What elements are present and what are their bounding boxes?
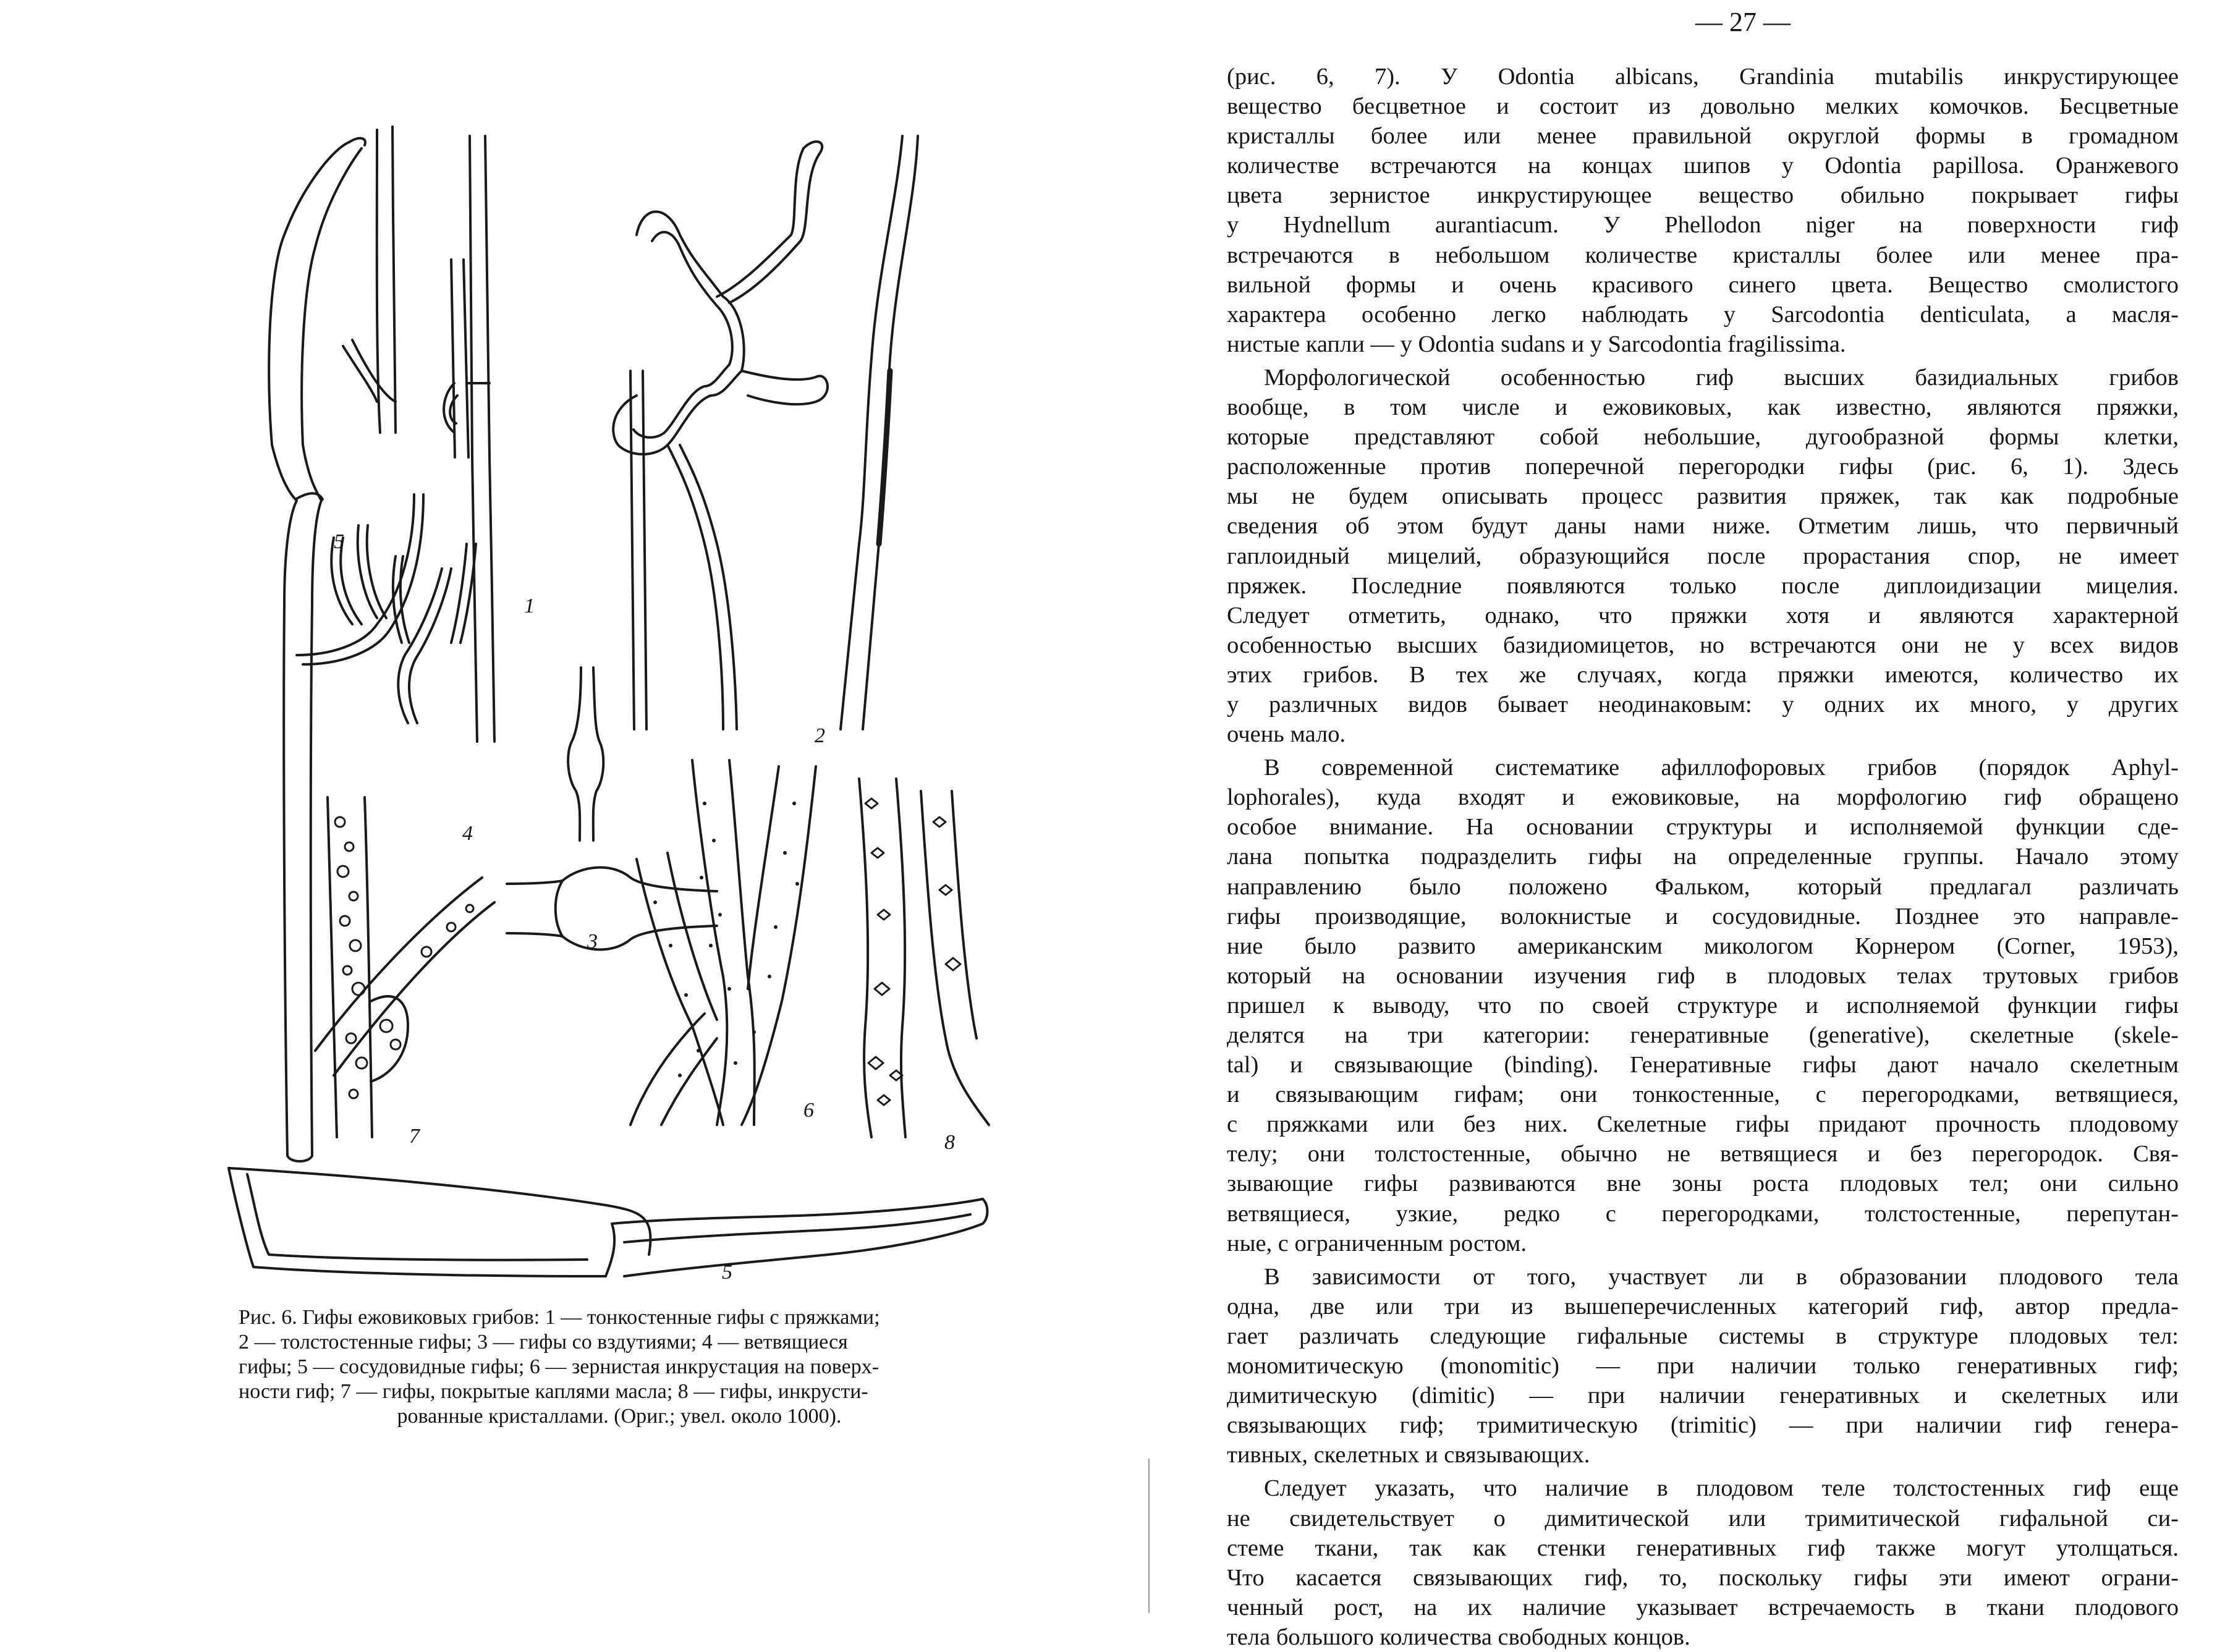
figure-label-8: 8: [944, 1131, 955, 1154]
drawing-4-branching-hyphae: [297, 494, 476, 723]
text-line: у Hydnellum aurantiacum. У Phellodon niger на поверхности гиф: [1227, 212, 2179, 239]
text-line: встречаются в небольшом количестве кристаллы более или менее пра-: [1227, 242, 2179, 268]
figure-caption: [239, 1305, 1000, 1429]
figure-label-3: 3: [587, 930, 598, 953]
text-line: гаплоидный мицелий, образующийся после прорастания спор, не имеет: [1227, 543, 2179, 569]
text-line: вещество бесцветное и состоит из довольно мелких комочков. Бесцветные: [1227, 93, 2179, 120]
text-line: Следует отметить, однако, что пряжки хотя и являются характерной: [1227, 602, 2179, 629]
figure-label-7: 7: [409, 1125, 420, 1148]
caption-line: рованные кристаллами. (Ориг.; увел. около 1000).: [397, 1405, 842, 1428]
text-line: очень мало.: [1227, 721, 1346, 748]
caption-line: ности гиф; 7 — гифы, покрытые каплями масла; 8 — гифы, инкрусти-: [239, 1380, 868, 1403]
text-line: лана попытка подразделить гифы на определенные группы. Начало этому: [1227, 844, 2179, 870]
text-line: lophorales), куда входят и ежовиковые, на морфологию гиф обращено: [1227, 784, 2179, 811]
text-line: особое внимание. На основании структуры и исполняемой функции сде-: [1227, 814, 2179, 841]
paragraph: [1227, 62, 2179, 359]
text-line: количестве встречаются на концах шипов у Odontia papillosa. Оранжевого: [1227, 153, 2179, 179]
paragraph: [1227, 1262, 2179, 1470]
drawing-3-swollen-hyphae: [507, 667, 717, 949]
text-line: особенностью высших базидиомицетов, но встречаются они не у всех видов: [1227, 632, 2179, 658]
text-line: Что касается связывающих гиф, то, поскольку гифы эти имеют ограни-: [1227, 1564, 2179, 1591]
caption-line: гифы; 5 — сосудовидные гифы; 6 — зернистая инкрустация на поверх-: [239, 1355, 879, 1378]
text-line: мы не будем описывать процесс развития пряжек, так как подробные: [1227, 483, 2179, 510]
text-line: с пряжками или без них. Скелетные гифы придают прочность плодовому: [1227, 1111, 2179, 1138]
text-line: ветвящиеся, узкие, редко с перегородками, толстостенные, перепутан-: [1227, 1200, 2179, 1227]
text-line: пряжек. Последние появляются только после диплоидизации мицелия.: [1227, 572, 2179, 599]
text-line: зывающие гифы развиваются вне зоны роста плодовых тел; они сильно: [1227, 1171, 2179, 1197]
text-line: вообще, в том числе и ежовиковых, как известно, являются пряжки,: [1227, 394, 2179, 421]
drawing-5-vessel-hypha-bottom: [229, 1168, 988, 1276]
drawing-6-granular-incrustation: [630, 760, 816, 1125]
drawing-8-crystal-incrusted-hyphae: [859, 779, 989, 1137]
figure-label-5-left: 5: [334, 530, 344, 553]
text-line: который на основании изучения гиф в плодовых телах трутовых грибов: [1227, 962, 2179, 989]
text-line: направлению было положено Фальком, который предлагал различать: [1227, 873, 2179, 900]
text-line: ние было развито американским микологом Корнером (Corner, 1953),: [1227, 933, 2179, 959]
text-line: гифы производящие, волокнистые и сосудовидные. Позднее это направле-: [1227, 903, 2179, 930]
text-line: одна, две или три из вышеперечисленных категорий гиф, автор предла-: [1227, 1293, 2179, 1319]
text-line: тела большого количества свободных концов.: [1227, 1624, 1690, 1650]
text-line: В зависимости от того, участвует ли в образовании плодового тела: [1264, 1263, 2179, 1290]
text-line: мономитическую (monomitic) — при наличии только генеративных гиф;: [1227, 1353, 2179, 1379]
text-line: цвета зернистое инкрустирующее вещество обильно покрывает гифы: [1227, 182, 2179, 209]
figure-label-2: 2: [815, 724, 825, 747]
text-line: пришел к выводу, что по своей структуре и исполняемой функции гифы: [1227, 992, 2179, 1019]
page-gutter-line: [1148, 1459, 1150, 1613]
text-line: не свидетельствует о димитической или тримитической гифальной си-: [1227, 1505, 2179, 1531]
text-line: Морфологической особенностью гиф высших базидиальных грибов: [1264, 364, 2179, 391]
caption-line: 2 — толстостенные гифы; 3 — гифы со вздутиями; 4 — ветвящиеся: [239, 1331, 848, 1353]
figure-label-1: 1: [524, 595, 535, 617]
text-line: этих грибов. В тех же случаях, когда пряжки имеются, количество их: [1227, 661, 2179, 688]
paragraph: [1227, 1473, 2179, 1652]
drawing-7-oil-droplet-hyphae: [315, 797, 494, 1137]
text-line: tal) и связывающие (binding). Генеративные гифы дают начало скелетным: [1227, 1052, 2179, 1078]
text-line: кристаллы более или менее правильной округлой формы в громадном: [1227, 123, 2179, 150]
text-line: которые представляют собой небольшие, дугообразной формы клетки,: [1227, 424, 2179, 451]
figure-hyphae-drawing: [210, 111, 1032, 1286]
drawing-2-thick-walled-hyphae: [613, 136, 918, 729]
body-text-column: [1227, 62, 2179, 1652]
figure-label-6: 6: [803, 1099, 814, 1122]
text-line: димитическую (dimitic) — при наличии генеративных и скелетных или: [1227, 1383, 2179, 1409]
text-line: сведения об этом будут даны нами ниже. Отметим лишь, что первичный: [1227, 513, 2179, 540]
text-line: стеме ткани, так как стенки генеративных гиф также могут утолщаться.: [1227, 1535, 2179, 1561]
text-line: ные, с ограниченным ростом.: [1227, 1230, 1527, 1256]
caption-line: Рис. 6. Гифы ежовиковых грибов: 1 — тонкостенные гифы с пряжками;: [239, 1306, 880, 1329]
text-line: характера особенно легко наблюдать у Sarcodontia denticulata, а масля-: [1227, 301, 2179, 328]
figure-label-5-bottom: 5: [722, 1261, 732, 1284]
text-line: у различных видов бывает неодинаковым: у одних их много, у других: [1227, 691, 2179, 718]
drawing-5-vessel-hypha-left: [269, 138, 365, 1161]
text-line: (рис. 6, 7). У Odontia albicans, Grandinia mutabilis инкрустирующее: [1227, 64, 2179, 90]
text-line: расположенные против поперечной перегородки гифы (рис. 6, 1). Здесь: [1227, 454, 2179, 480]
text-line: и связывающим гифам; они тонкостенные, с перегородками, ветвящиеся,: [1227, 1082, 2179, 1108]
text-line: связывающих гиф; тримитическую (trimitic) — при наличии гиф генера-: [1227, 1412, 2179, 1439]
text-line: В современной систематике афиллофоровых грибов (порядок Aphyl-: [1264, 755, 2179, 781]
text-line: тивных, скелетных и связывающих.: [1227, 1442, 1590, 1468]
paragraph: [1227, 753, 2179, 1258]
figure-label-4: 4: [462, 822, 473, 845]
text-line: телу; они толстостенные, обычно не ветвящиеся и без перегородок. Свя-: [1227, 1141, 2179, 1167]
text-line: ченный рост, на их наличие указывает встречаемость в ткани плодового: [1227, 1594, 2179, 1620]
text-line: Следует указать, что наличие в плодовом теле толстостенных гиф еще: [1264, 1475, 2179, 1502]
paragraph: [1227, 363, 2179, 749]
text-line: нистые капли — у Odontia sudans и у Sarcodontia fragilissima.: [1227, 331, 1846, 357]
page-number: — 27 —: [1695, 7, 1791, 37]
text-line: делятся на три категории: генеративные (generative), скелетные (skele-: [1227, 1022, 2179, 1048]
text-line: вильной формы и очень красивого синего цвета. Вещество смолистого: [1227, 271, 2179, 298]
text-line: гает различать следующие гифальные системы в структуре плодовых тел:: [1227, 1323, 2179, 1349]
